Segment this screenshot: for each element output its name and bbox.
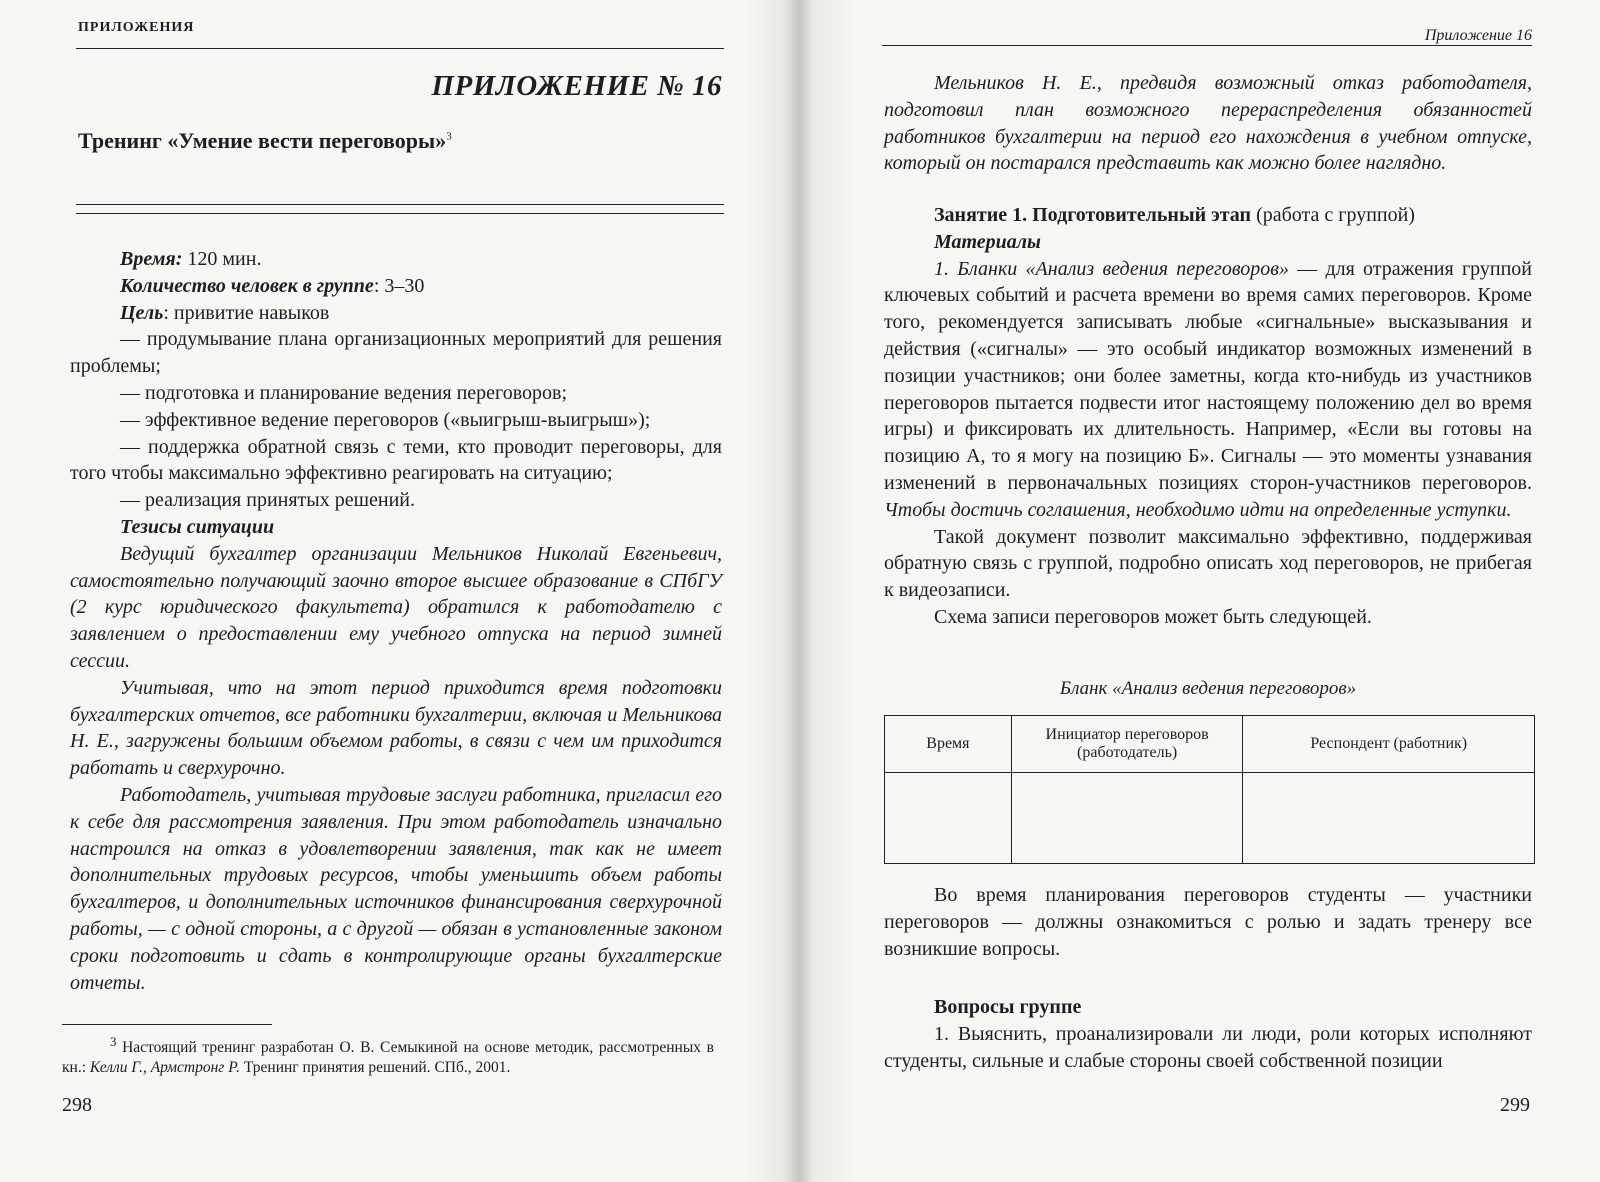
- question-item: 1. Выяснить, проанализировали ли люди, роли которых исполняют студенты, сильные и слабые стороны своей собственной позиции: [884, 1022, 1532, 1072]
- title-double-rule: [76, 204, 724, 214]
- time-label: Время:: [120, 248, 183, 270]
- footnote-reference: 3: [446, 130, 452, 143]
- thesis-paragraph: Ведущий бухгалтер организации Мельников Николай Евгеньевич, самостоятельно получающий заочно второе высшее образование в СПбГУ (2 курс юридического факультета) обратился к работодателю с заявлением о предоставлении ему учебного отпуска на период зимней сессии.: [70, 542, 722, 672]
- intro-block: [884, 70, 1532, 177]
- analysis-form-table: [884, 715, 1535, 864]
- lesson-heading-line: [884, 202, 1532, 229]
- lesson-heading: Занятие 1. Подготовительный этап: [934, 204, 1252, 226]
- planning-block: [884, 882, 1532, 962]
- materials-item: [884, 256, 1532, 524]
- goal-item: — поддержка обратной связь с теми, кто проводит переговоры, для того чтобы максимально эффективно реагировать на ситуацию;: [70, 435, 722, 485]
- lesson-block: [884, 202, 1532, 631]
- group-size-label: Количество человек в группе: [120, 274, 374, 297]
- document-paragraph: Такой документ позволит максимально эффективно, поддерживая обратную связь с группой, подробно описать ход переговоров, не прибегая к видеозаписи.: [884, 525, 1532, 602]
- table-header-initiator: Инициатор переговоров (работодатель): [1011, 716, 1243, 773]
- footnote-part: Настоящий тренинг разработан О. В. Семыкиной на основе методик, рассмотренных в кн.:: [62, 1039, 714, 1077]
- questions-heading: Вопросы группе: [934, 996, 1082, 1018]
- thesis-paragraph: Работодатель, учитывая трудовые заслуги работника, пригласил его к себе для рассмотрения заявления. При этом работодатель изначально настроился на отказ в удовлетворении заявления, так как не имеет дополнительных трудовых ресурсов, чтобы уменьшить объем работы бухгалтеров, и дополнительных источников финансирования сверхурочной работы, — с одной стороны, а с другой — обязан в установленные законом сроки подготовить и сдать в контролирующие органы бухгалтерские отчеты.: [70, 783, 722, 994]
- footnote-mark: 3: [110, 1034, 117, 1049]
- table-caption: Бланк «Анализ ведения переговоров»: [1059, 678, 1357, 699]
- footnote-part: Тренинг принятия решений. СПб., 2001.: [240, 1059, 511, 1077]
- materials-heading: Материалы: [934, 230, 1041, 253]
- header-rule: [882, 45, 1532, 46]
- materials-item-emphasis: Чтобы достичь соглашения, необходимо идти на определенные уступки.: [884, 498, 1512, 521]
- table-cell: [1243, 773, 1535, 864]
- table-cell: [1011, 773, 1243, 864]
- thesis-paragraph: Учитывая, что на этот период приходится время подготовки бухгалтерских отчетов, все работники бухгалтерии, включая и Мельникова Н. Е., загружены большим объемом работы, в связи с чем им приходится работать и сверхурочно.: [70, 676, 722, 780]
- goal-item: — подготовка и планирование ведения переговоров;: [120, 381, 568, 404]
- materials-item-title: 1. Бланки «Анализ ведения переговоров»: [934, 257, 1289, 280]
- time-value: 120 мин.: [182, 248, 262, 270]
- goal-item: — реализация принятых решений.: [120, 489, 415, 512]
- footnote-text: [62, 1032, 714, 1078]
- footnote-rule: [62, 1024, 272, 1025]
- training-title-text: Тренинг «Умение вести переговоры»: [78, 128, 447, 153]
- left-body-text: [70, 246, 722, 996]
- page-number: 299: [1500, 1094, 1530, 1116]
- goal-value: : привитие навыков: [163, 301, 330, 324]
- goal-item: — продумывание плана организационных мероприятий для решения проблемы;: [70, 328, 722, 378]
- intro-paragraph: Мельников Н. Е., предвидя возможный отказ работодателя, подготовил план возможного перераспределения обязанностей работников бухгалтерии на период его нахождения в учебном отпуске, который он постарался представить как можно более наглядно.: [884, 72, 1532, 175]
- right-page: [800, 0, 1600, 1182]
- table-header-time: Время: [885, 716, 1012, 773]
- table-header-respondent: Респондент (работник): [1243, 716, 1535, 773]
- footnote-authors: Келли Г., Армстронг Р.: [89, 1059, 241, 1077]
- table-header-row: [885, 716, 1535, 773]
- appendix-title: ПРИЛОЖЕНИЕ № 16: [431, 70, 722, 102]
- questions-block: [884, 994, 1532, 1074]
- scheme-paragraph: Схема записи переговоров может быть следующей.: [934, 605, 1372, 628]
- running-head: ПРИЛОЖЕНИЯ: [78, 20, 195, 35]
- table-cell: [885, 773, 1012, 864]
- training-title: [78, 128, 452, 154]
- goal-line: [70, 300, 722, 327]
- time-line: [70, 246, 722, 273]
- header-rule: [76, 48, 724, 49]
- footnote: [62, 1032, 714, 1078]
- page-number: 298: [62, 1094, 92, 1116]
- group-size-value: : 3–30: [373, 274, 425, 297]
- running-head: Приложение 16: [1424, 27, 1532, 44]
- theses-heading: Тезисы ситуации: [120, 515, 275, 538]
- lesson-note: (работа с группой): [1251, 204, 1415, 226]
- planning-paragraph: Во время планирования переговоров студенты — участники переговоров — должны ознакомиться с ролью и задать тренеру все возникшие вопросы.: [884, 884, 1532, 960]
- goal-item: — эффективное ведение переговоров («выигрыш-выигрыш»);: [120, 408, 651, 431]
- materials-item-text: — для отражения группой ключевых событий и расчета времени во время самих переговоров. Кроме того, рекомендуется записывать любые «сигнальные» высказывания и действия («сигналы» — это особый индикатор возможных изменений в позиции участников; они более заметны, когда кто-нибудь из участников переговоров пытается подвести итог настоящему положению дел во время игры) и фиксировать их длительность. Например, «Если вы готовы на позицию А, то я могу на позицию Б». Сигналы — это моменты узнавания изменений в первоначальных позициях сторон-участников переговоров.: [884, 257, 1532, 494]
- group-size-line: [70, 273, 722, 300]
- goal-label: Цель: [120, 301, 164, 324]
- table-row: [885, 773, 1535, 864]
